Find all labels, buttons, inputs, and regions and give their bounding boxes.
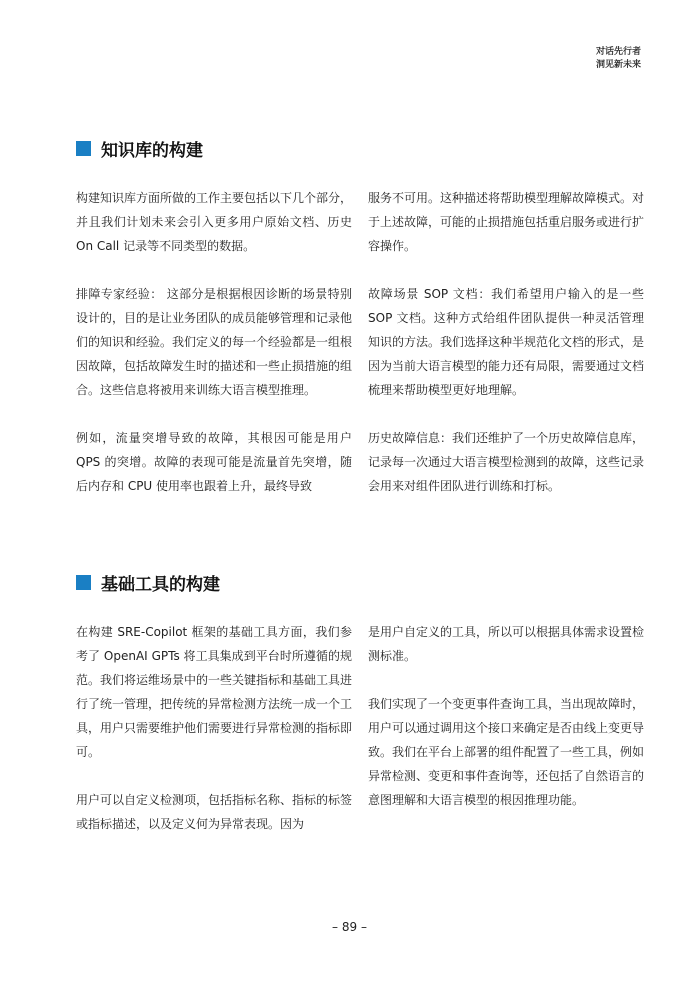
header-tag-line2: 洞见新未来 <box>595 60 641 70</box>
section-marker-icon <box>76 141 91 156</box>
page-number: – 89 – <box>332 920 367 934</box>
section-title-knowledge-base <box>76 136 203 161</box>
section1-left-column <box>76 186 352 498</box>
section1-right-column <box>368 186 644 498</box>
paragraph: 用户可以自定义检测项，包括指标名称、指标的标签或指标描述，以及定义何为异常表现。因为 <box>76 793 353 831</box>
paragraph: 故障场景 SOP 文档：我们希望用户输入的是一些 SOP 文档。这种方式给组件团队提供一种灵活管理知识的方法。我们选择这种半规范化文档的形式，是因为当前大语言模型的能力还有局限，需要通过文档梳理来帮助模型更好地理解。 <box>368 287 645 397</box>
section2-right-column <box>368 620 644 812</box>
header-tag-line1: 对话先行者 <box>595 47 641 57</box>
paragraph: 构建知识库方面所做的工作主要包括以下几个部分，并且我们计划未来会引入更多用户原始文档、历史 On Call 记录等不同类型的数据。 <box>76 191 353 253</box>
paragraph: 在构建 SRE-Copilot 框架的基础工具方面，我们参考了 OpenAI GPTs 将工具集成到平台时所遵循的规范。我们将运维场景中的一些关键指标和基础工具进行了统一管理，把传统的异常检测方法统一成一个工具，用户只需要维护他们需要进行异常检测的指标即可。 <box>76 625 353 759</box>
section2-left-column <box>76 620 352 836</box>
header-tag <box>596 46 641 72</box>
section-title-basic-tools <box>76 570 220 595</box>
section-title-text: 知识库的构建 <box>101 141 203 161</box>
section-marker-icon <box>76 575 91 590</box>
paragraph: 历史故障信息：我们还维护了一个历史故障信息库，记录每一次通过大语言模型检测到的故障，这些记录会用来对组件团队进行训练和打标。 <box>368 431 645 493</box>
paragraph: 我们实现了一个变更事件查询工具，当出现故障时，用户可以通过调用这个接口来确定是否由线上变更导致。我们在平台上部署的组件配置了一些工具，例如异常检测、变更和事件查询等，还包括了自然语言的意图理解和大语言模型的根因推理功能。 <box>368 697 645 807</box>
section-title-text: 基础工具的构建 <box>101 575 220 595</box>
paragraph: 是用户自定义的工具，所以可以根据具体需求设置检测标准。 <box>368 625 645 663</box>
paragraph: 服务不可用。这种描述将帮助模型理解故障模式。对于上述故障，可能的止损措施包括重启服务或进行扩容操作。 <box>368 191 645 253</box>
paragraph: 排障专家经验： 这部分是根据根因诊断的场景特别设计的，目的是让业务团队的成员能够管理和记录他们的知识和经验。我们定义的每一个经验都是一组根因故障，包括故障发生时的描述和一些止损措施的组合。这些信息将被用来训练大语言模型推理。 <box>76 287 353 397</box>
paragraph: 例如，流量突增导致的故障，其根因可能是用户 QPS 的突增。故障的表现可能是流量首先突增，随后内存和 CPU 使用率也跟着上升，最终导致 <box>76 431 352 493</box>
